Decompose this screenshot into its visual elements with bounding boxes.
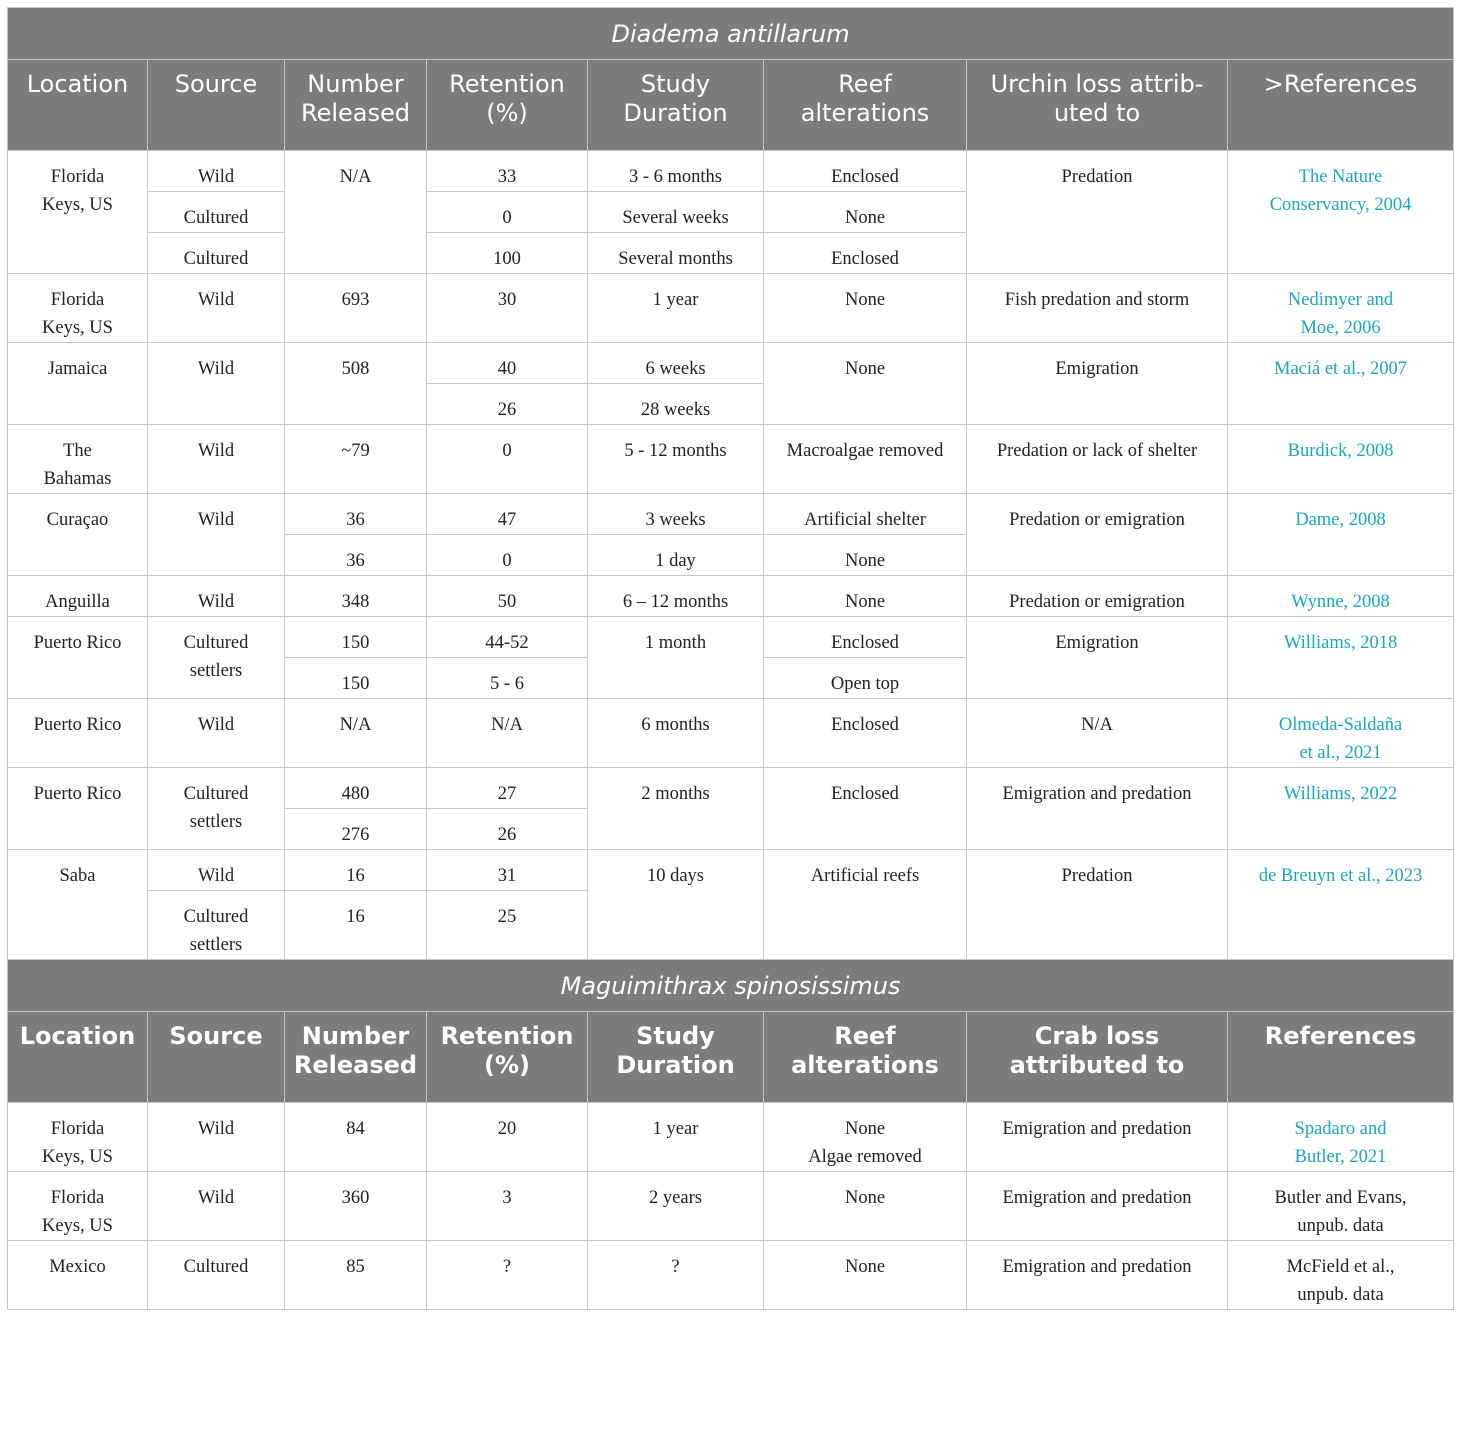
cell-loss: Predation bbox=[967, 151, 1228, 274]
cell-number: 150 bbox=[285, 658, 427, 699]
cell-loss: Predation or lack of shelter bbox=[967, 425, 1228, 494]
cell-reef: Open top bbox=[764, 658, 967, 699]
cell-duration: 6 weeks bbox=[588, 343, 764, 384]
cell-location: Puerto Rico bbox=[8, 617, 148, 699]
cell-source: Cultured settlers bbox=[148, 768, 285, 850]
header-study-duration: Study Duration bbox=[588, 60, 764, 151]
table-row bbox=[8, 617, 1454, 658]
cell-source: Wild bbox=[148, 343, 285, 425]
cell-loss: Emigration bbox=[967, 617, 1228, 699]
reference-link[interactable]: Dame, 2008 bbox=[1228, 494, 1454, 576]
table-row bbox=[8, 850, 1454, 891]
header-reef-alterations: Reef alterations bbox=[764, 1012, 967, 1103]
cell-location: The Bahamas bbox=[8, 425, 148, 494]
reference-text: Butler and Evans, unpub. data bbox=[1228, 1172, 1454, 1241]
cell-source: Cultured bbox=[148, 233, 285, 274]
table-row bbox=[8, 494, 1454, 535]
retention-table bbox=[7, 7, 1454, 1310]
cell-reef: Artificial shelter bbox=[764, 494, 967, 535]
maguimithrax-header-section bbox=[8, 960, 1454, 1103]
reference-link[interactable]: Williams, 2018 bbox=[1228, 617, 1454, 699]
cell-source: Wild bbox=[148, 274, 285, 343]
cell-loss: Emigration and predation bbox=[967, 768, 1228, 850]
cell-source: Wild bbox=[148, 1103, 285, 1172]
cell-retention: 5 - 6 bbox=[427, 658, 588, 699]
column-header-row bbox=[8, 60, 1454, 151]
cell-retention: 30 bbox=[427, 274, 588, 343]
cell-reef: None bbox=[764, 274, 967, 343]
cell-retention: 31 bbox=[427, 850, 588, 891]
cell-number: 480 bbox=[285, 768, 427, 809]
cell-loss: Fish predation and storm bbox=[967, 274, 1228, 343]
header-retention: Retention (%) bbox=[427, 60, 588, 151]
reference-link[interactable]: de Breuyn et al., 2023 bbox=[1228, 850, 1454, 960]
reference-link[interactable]: The Nature Conservancy, 2004 bbox=[1228, 151, 1454, 274]
cell-location: Florida Keys, US bbox=[8, 1172, 148, 1241]
cell-retention: 0 bbox=[427, 425, 588, 494]
cell-location: Florida Keys, US bbox=[8, 1103, 148, 1172]
cell-location: Saba bbox=[8, 850, 148, 960]
cell-retention: 3 bbox=[427, 1172, 588, 1241]
cell-location: Florida Keys, US bbox=[8, 151, 148, 274]
header-references: References bbox=[1228, 1012, 1454, 1103]
cell-retention: 25 bbox=[427, 891, 588, 960]
cell-reef: Enclosed bbox=[764, 233, 967, 274]
cell-source: Cultured settlers bbox=[148, 617, 285, 699]
maguimithrax-body bbox=[8, 1103, 1454, 1310]
cell-retention: 20 bbox=[427, 1103, 588, 1172]
cell-duration: 6 months bbox=[588, 699, 764, 768]
cell-retention: 26 bbox=[427, 384, 588, 425]
cell-duration: 3 - 6 months bbox=[588, 151, 764, 192]
cell-retention: 100 bbox=[427, 233, 588, 274]
reference-link[interactable]: Nedimyer and Moe, 2006 bbox=[1228, 274, 1454, 343]
cell-reef: None bbox=[764, 535, 967, 576]
table-row bbox=[8, 1103, 1454, 1172]
column-header-row bbox=[8, 1012, 1454, 1103]
table-row bbox=[8, 768, 1454, 809]
cell-number: 508 bbox=[285, 343, 427, 425]
cell-reef: Enclosed bbox=[764, 768, 967, 850]
cell-number: 16 bbox=[285, 891, 427, 960]
cell-retention: ? bbox=[427, 1241, 588, 1310]
cell-loss: N/A bbox=[967, 699, 1228, 768]
header-reef-alterations: Reef alterations bbox=[764, 60, 967, 151]
cell-number: 16 bbox=[285, 850, 427, 891]
cell-retention: 27 bbox=[427, 768, 588, 809]
header-loss-attributed: Urchin loss attrib- uted to bbox=[967, 60, 1228, 151]
table-row bbox=[8, 274, 1454, 343]
cell-duration: 5 - 12 months bbox=[588, 425, 764, 494]
cell-duration: 2 months bbox=[588, 768, 764, 850]
cell-location: Mexico bbox=[8, 1241, 148, 1310]
cell-source: Wild bbox=[148, 850, 285, 891]
cell-duration: ? bbox=[588, 1241, 764, 1310]
cell-duration: 2 years bbox=[588, 1172, 764, 1241]
table-row bbox=[8, 343, 1454, 384]
table-row bbox=[8, 576, 1454, 617]
header-number-released: Number Released bbox=[285, 1012, 427, 1103]
cell-retention: 26 bbox=[427, 809, 588, 850]
cell-number: 85 bbox=[285, 1241, 427, 1310]
cell-number: N/A bbox=[285, 699, 427, 768]
cell-reef: None bbox=[764, 1241, 967, 1310]
cell-source: Wild bbox=[148, 1172, 285, 1241]
cell-number: 36 bbox=[285, 535, 427, 576]
cell-retention: 33 bbox=[427, 151, 588, 192]
cell-number: 693 bbox=[285, 274, 427, 343]
table-row bbox=[8, 1241, 1454, 1310]
reference-link[interactable]: Burdick, 2008 bbox=[1228, 425, 1454, 494]
header-number-released: Number Released bbox=[285, 60, 427, 151]
cell-loss: Predation or emigration bbox=[967, 494, 1228, 576]
cell-location: Jamaica bbox=[8, 343, 148, 425]
header-location: Location bbox=[8, 1012, 148, 1103]
reference-link[interactable]: Spadaro and Butler, 2021 bbox=[1228, 1103, 1454, 1172]
species-title: Maguimithrax spinosissimus bbox=[8, 960, 1454, 1012]
cell-retention: N/A bbox=[427, 699, 588, 768]
cell-source: Cultured settlers bbox=[148, 891, 285, 960]
cell-loss: Emigration and predation bbox=[967, 1172, 1228, 1241]
cell-number: 150 bbox=[285, 617, 427, 658]
species-title-row bbox=[8, 8, 1454, 60]
cell-duration: 3 weeks bbox=[588, 494, 764, 535]
cell-reef: None bbox=[764, 576, 967, 617]
cell-duration: 6 – 12 months bbox=[588, 576, 764, 617]
reference-link[interactable]: Williams, 2022 bbox=[1228, 768, 1454, 850]
cell-number: 84 bbox=[285, 1103, 427, 1172]
cell-loss: Predation bbox=[967, 850, 1228, 960]
cell-location: Anguilla bbox=[8, 576, 148, 617]
cell-reef: Macroalgae removed bbox=[764, 425, 967, 494]
header-source: Source bbox=[148, 60, 285, 151]
cell-reef: None bbox=[764, 343, 967, 425]
cell-number: ~79 bbox=[285, 425, 427, 494]
cell-location: Puerto Rico bbox=[8, 699, 148, 768]
table-row bbox=[8, 151, 1454, 192]
cell-reef: None bbox=[764, 192, 967, 233]
cell-location: Curaçao bbox=[8, 494, 148, 576]
cell-number: 348 bbox=[285, 576, 427, 617]
header-references: >References bbox=[1228, 60, 1454, 151]
cell-retention: 50 bbox=[427, 576, 588, 617]
header-location: Location bbox=[8, 60, 148, 151]
header-loss-attributed: Crab loss attributed to bbox=[967, 1012, 1228, 1103]
cell-duration: 1 year bbox=[588, 274, 764, 343]
cell-number: 36 bbox=[285, 494, 427, 535]
cell-duration: 10 days bbox=[588, 850, 764, 960]
cell-source: Wild bbox=[148, 494, 285, 576]
cell-reef: None Algae removed bbox=[764, 1103, 967, 1172]
cell-loss: Predation or emigration bbox=[967, 576, 1228, 617]
cell-reef: Artificial reefs bbox=[764, 850, 967, 960]
cell-number: N/A bbox=[285, 151, 427, 274]
header-study-duration: Study Duration bbox=[588, 1012, 764, 1103]
cell-duration: 1 day bbox=[588, 535, 764, 576]
cell-duration: 1 month bbox=[588, 617, 764, 699]
cell-loss: Emigration and predation bbox=[967, 1103, 1228, 1172]
reference-text: McField et al., unpub. data bbox=[1228, 1241, 1454, 1310]
reference-link[interactable]: Wynne, 2008 bbox=[1228, 576, 1454, 617]
table-row bbox=[8, 1172, 1454, 1241]
cell-duration: 28 weeks bbox=[588, 384, 764, 425]
cell-source: Wild bbox=[148, 576, 285, 617]
cell-source: Cultured bbox=[148, 192, 285, 233]
cell-loss: Emigration and predation bbox=[967, 1241, 1228, 1310]
reference-link[interactable]: Olmeda-Saldaña et al., 2021 bbox=[1228, 699, 1454, 768]
cell-number: 276 bbox=[285, 809, 427, 850]
cell-duration: Several months bbox=[588, 233, 764, 274]
cell-retention: 0 bbox=[427, 535, 588, 576]
diadema-header-section bbox=[8, 8, 1454, 151]
cell-reef: Enclosed bbox=[764, 699, 967, 768]
cell-retention: 44-52 bbox=[427, 617, 588, 658]
cell-retention: 40 bbox=[427, 343, 588, 384]
header-source: Source bbox=[148, 1012, 285, 1103]
cell-source: Wild bbox=[148, 699, 285, 768]
table-row bbox=[8, 425, 1454, 494]
cell-duration: Several weeks bbox=[588, 192, 764, 233]
diadema-body bbox=[8, 151, 1454, 960]
cell-location: Florida Keys, US bbox=[8, 274, 148, 343]
cell-reef: Enclosed bbox=[764, 151, 967, 192]
cell-source: Cultured bbox=[148, 1241, 285, 1310]
table-row bbox=[8, 699, 1454, 768]
cell-duration: 1 year bbox=[588, 1103, 764, 1172]
cell-source: Wild bbox=[148, 425, 285, 494]
cell-reef: None bbox=[764, 1172, 967, 1241]
cell-reef: Enclosed bbox=[764, 617, 967, 658]
cell-retention: 47 bbox=[427, 494, 588, 535]
species-title-row bbox=[8, 960, 1454, 1012]
reference-link[interactable]: Maciá et al., 2007 bbox=[1228, 343, 1454, 425]
cell-loss: Emigration bbox=[967, 343, 1228, 425]
cell-retention: 0 bbox=[427, 192, 588, 233]
cell-source: Wild bbox=[148, 151, 285, 192]
cell-number: 360 bbox=[285, 1172, 427, 1241]
header-retention: Retention (%) bbox=[427, 1012, 588, 1103]
cell-location: Puerto Rico bbox=[8, 768, 148, 850]
species-title: Diadema antillarum bbox=[8, 8, 1454, 60]
